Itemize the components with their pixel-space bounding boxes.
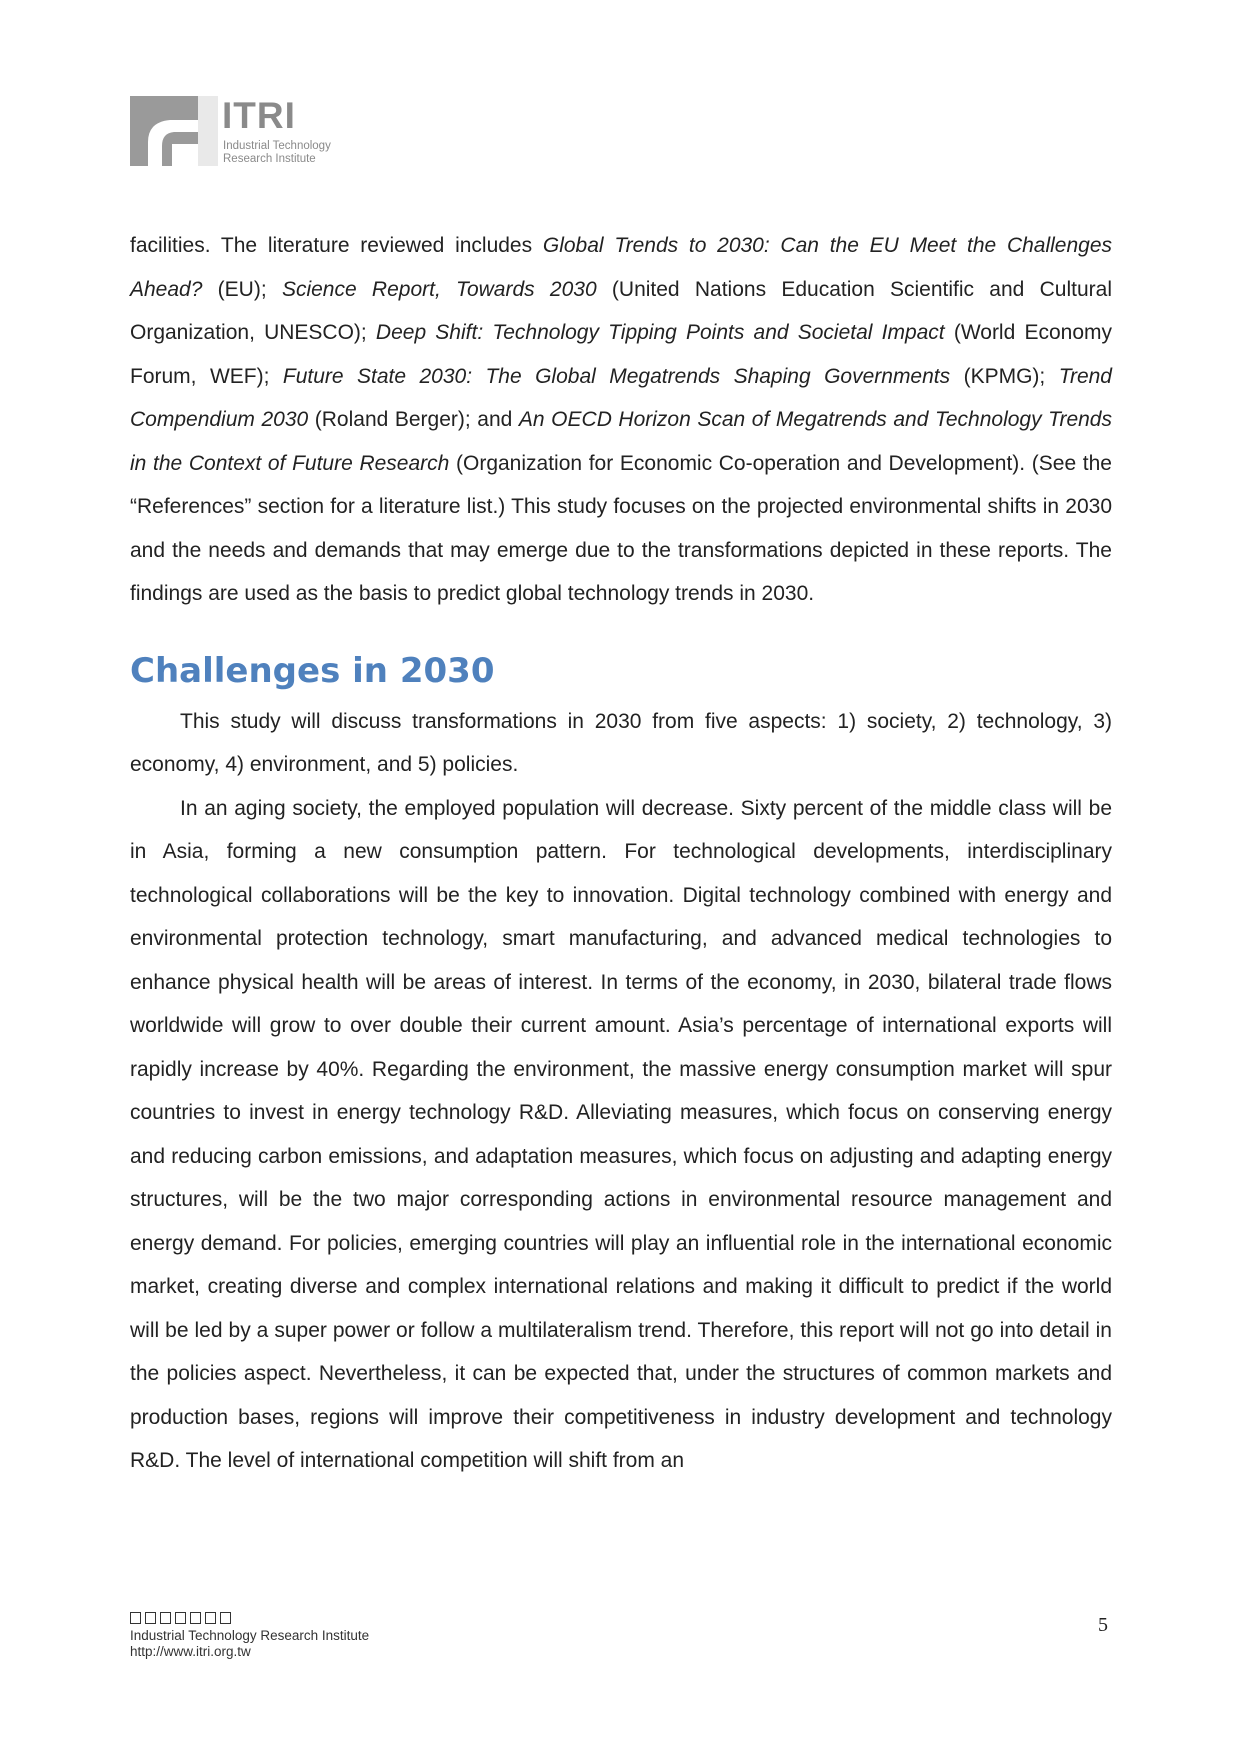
logo-subtitle-line2: Research Institute	[223, 153, 316, 165]
text-run: (World Economy Forum, WEF);	[130, 321, 1112, 388]
page-footer	[130, 1612, 369, 1660]
text-run: (KPMG);	[950, 364, 1059, 388]
citation-title: Future State 2030: The Global Megatrends Shaping Governments	[282, 364, 951, 388]
footer-placeholder-glyphs	[130, 1612, 369, 1624]
page-number: 5	[1098, 1614, 1108, 1636]
section-heading: Challenges in 2030	[130, 650, 495, 691]
section-paragraph-1: This study will discuss transformations in 2030 from five aspects: 1) society, 2) technology, 3) economy, 4) environment, and 5) policies.	[130, 709, 1112, 776]
footer-org-name: Industrial Technology Research Institute	[130, 1628, 370, 1643]
section-paragraph-2: In an aging society, the employed population will decrease. Sixty percent of the middle class will be in Asia, forming a new consumption pattern. For technological developments, interdisciplinary technological collaborations will be the key to innovation. Digital technology combined with energy and environmental protection technology, smart manufacturing, and advanced medical technologies to enhance physical health will be areas of interest. In terms of the economy, in 2030, bilateral trade flows worldwide will grow to over double their current amount. Asia’s percentage of international exports will rapidly increase by 40%. Regarding the environment, the massive energy consumption market will spur countries to invest in energy technology R&D. Alleviating measures, which focus on conserving energy and reducing carbon emissions, and adaptation measures, which focus on adjusting and adapting energy structures, will be the two major corresponding actions in environmental resource management and energy demand. For policies, emerging countries will play an influential role in the international economic market, creating diverse and complex international relations and making it difficult to predict if the world will be led by a super power or follow a multilateralism trend. Therefore, this report will not go into detail in the policies aspect. Nevertheless, it can be expected that, under the structures of common markets and production bases, regions will improve their competitiveness in industry development and technology R&D. The level of international competition will shift from an	[130, 796, 1112, 1472]
logo-subtitle-line1: Industrial Technology	[223, 140, 331, 152]
citation-title: Global Trends to 2030: Can the EU Meet the Challenges Ahead?	[130, 234, 1113, 301]
logo-subtitle	[223, 140, 331, 166]
footer-url[interactable]: http://www.itri.org.tw	[130, 1644, 251, 1659]
itri-logo	[130, 96, 350, 168]
text-run: (Organization for Economic Co-operation and Development). (See the “References” section for a literature list.) This study focuses on the projected environmental shifts in 2030 and the needs and demands that may emerge due to the transformations depicted in these reports. The findings are used as the basis to predict global technology trends in 2030.	[130, 451, 1112, 605]
text-run: (Roland Berger); and	[308, 408, 519, 431]
logo-wordmark: ITRI	[222, 95, 296, 136]
page-content	[130, 224, 1112, 1483]
citation-title: Deep Shift: Technology Tipping Points and Societal Impact	[375, 321, 945, 344]
itri-logo-icon	[130, 96, 218, 166]
text-run: (United Nations Education Scientific and Cultural Organization, UNESCO);	[130, 277, 1112, 344]
citation-title: Science Report, Towards 2030	[281, 277, 597, 301]
citation-title: Trend Compendium 2030	[130, 364, 1112, 431]
text-run: facilities. The literature reviewed includes	[130, 234, 543, 257]
intro-paragraph	[130, 224, 1112, 616]
citation-title: An OECD Horizon Scan of Megatrends and Technology Trends in the Context of Future Research	[130, 408, 1112, 475]
text-run: (EU);	[202, 277, 282, 301]
